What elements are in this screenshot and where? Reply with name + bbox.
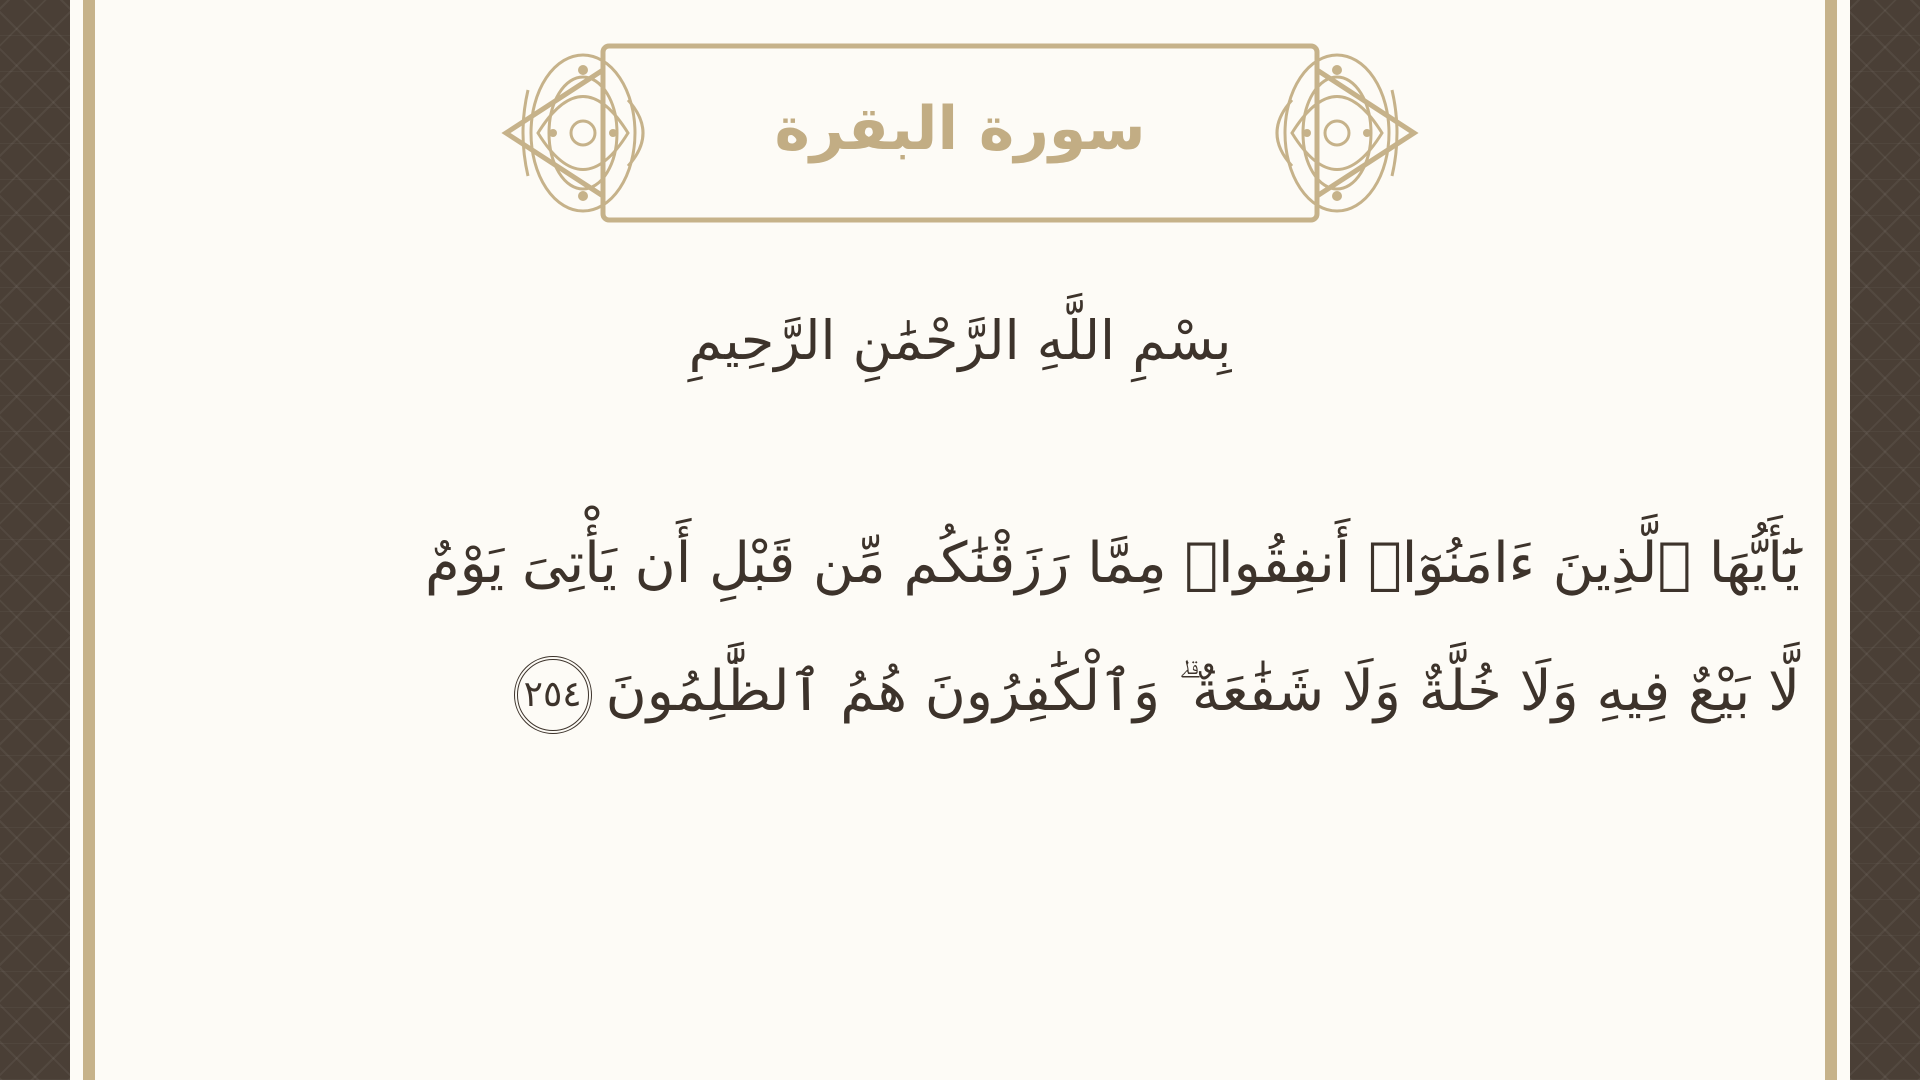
- surah-title: سورة البقرة: [774, 94, 1146, 164]
- left-gold-rule: [83, 0, 95, 1080]
- verse-line-2: [380, 628, 1800, 756]
- surah-header-frame: [498, 40, 1422, 226]
- right-gold-rule: [1825, 0, 1837, 1080]
- basmala: بِسْمِ اللَّهِ الرَّحْمَٰنِ الرَّحِيمِ: [688, 308, 1232, 372]
- ayah-number-marker: ٢٥٤: [514, 656, 592, 734]
- right-ornamental-border: [1850, 0, 1920, 1080]
- verse-line-2-text: لَّا بَيْعٌ فِيهِ وَلَا خُلَّةٌ وَلَا شَفَٰعَةٌ ۗ وَٱلْكَٰفِرُونَ هُمُ ٱلظَّٰلِمُونَ: [605, 659, 1800, 724]
- verse-text: [380, 500, 1800, 756]
- left-ornamental-border: [0, 0, 70, 1080]
- verse-line-1: يَٰٓأَيُّهَا ٱلَّذِينَ ءَامَنُوٓا۟ أَنفِقُوا۟ مِمَّا رَزَقْنَٰكُم مِّن قَبْلِ أَن يَأْتِىَ يَوْمٌ: [424, 531, 1800, 596]
